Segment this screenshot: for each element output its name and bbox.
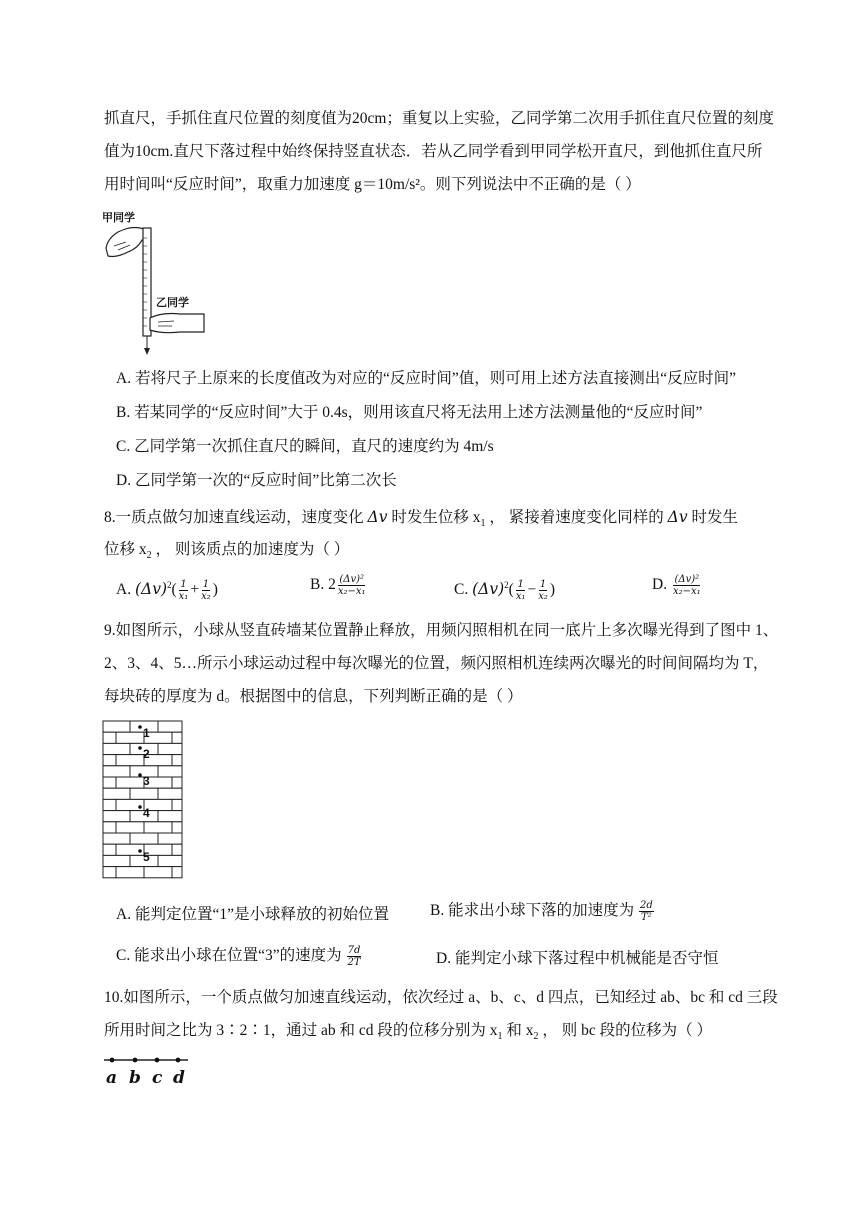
q9-option-c: C. 能求出小球在位置“3”的速度为 $\frac{7d}{2T}$ <box>116 945 361 968</box>
brick <box>103 732 116 743</box>
brick <box>172 732 182 743</box>
q8-option-d: D. $\frac{\text{(Δv)²}}{\text{x₂−x₁}}$ <box>652 574 701 597</box>
brick <box>116 822 144 833</box>
ruler-experiment-figure <box>100 208 212 358</box>
q8-stem-line-1: 8.一质点做匀加速直线运动，速度变化 Δv 时发生位移 $x_1$ ， 紧接着速度变化同样的 Δv 时发生 <box>104 508 738 530</box>
bottom-hand-icon <box>150 314 204 333</box>
brick <box>103 777 116 788</box>
figure-label-jia: 甲同学 <box>102 212 135 224</box>
brick <box>103 811 130 822</box>
ball-position-4 <box>138 805 142 809</box>
ball-position-1 <box>138 725 142 729</box>
point-d <box>176 1058 181 1063</box>
position-number-1: 1 <box>143 726 150 740</box>
position-number-4: 4 <box>143 806 150 820</box>
brick <box>158 721 182 732</box>
brick <box>103 833 130 844</box>
brick <box>103 855 130 866</box>
q7-stem-line-1: 抓直尺，手抓住直尺位置的刻度值为20cm；重复以上实验，乙同学第二次用手抓住直尺位置的刻度 <box>104 110 774 127</box>
brick <box>116 755 144 766</box>
ball-position-3 <box>138 773 142 777</box>
position-number-3: 3 <box>143 774 150 788</box>
label-c: c <box>152 1068 163 1088</box>
brick <box>158 743 182 754</box>
brick <box>103 721 130 732</box>
brick <box>158 811 182 822</box>
brick <box>172 844 182 855</box>
brick <box>116 799 144 810</box>
brick <box>158 766 182 777</box>
q7-option-a: A. 若将尺子上原来的长度值改为对应的“反应时间”值，则可用上述方法直接测出“反应时间” <box>116 370 736 387</box>
q8-option-a: A. $(\Delta v)^2$( $\frac{1}{\text{x₁}}$ + $\frac{1}{\text{x₂}}$ ) <box>116 579 218 603</box>
brick <box>144 867 172 878</box>
brick <box>172 799 182 810</box>
q8-option-c: C. $(\Delta v)^2$( $\frac{1}{\text{x₁}}$ − $\frac{1}{\text{x₂}}$ ) <box>454 579 556 603</box>
brick <box>103 822 116 833</box>
brick <box>172 867 182 878</box>
brick <box>103 788 130 799</box>
point-a <box>110 1058 115 1063</box>
brick-wall-figure <box>102 720 184 882</box>
brick <box>144 822 172 833</box>
brick <box>116 732 144 743</box>
delta-v: Δv <box>667 508 688 526</box>
q7-option-b: B. 若某同学的“反应时间”大于 0.4s，则用该直尺将无法用上述方法测量他的“反应时间” <box>116 404 703 421</box>
q9-stem-line-2: 2、3、4、5…所示小球运动过程中每次曝光的位置，频闪照相机连续两次曝光的时间间隔均为 T， <box>104 655 769 672</box>
q9-option-b: B. 能求出小球下落的加速度为 $\frac{2d}{\text{T²}}$ <box>430 900 653 923</box>
brick <box>172 777 182 788</box>
q9-stem-line-3: 每块砖的厚度为 d。根据图中的信息，下列判断正确的是（ ） <box>104 688 523 705</box>
brick <box>103 844 116 855</box>
brick <box>158 788 182 799</box>
point-c <box>155 1058 160 1063</box>
ball-position-5 <box>138 849 142 853</box>
brick <box>116 777 144 788</box>
q9-option-a: A. 能判定位置“1”是小球释放的初始位置 <box>116 906 389 923</box>
brick <box>172 822 182 833</box>
q7-stem-line-3: 用时间叫“反应时间”，取重力加速度 g＝10m/s²。则下列说法中不正确的是（ ） <box>104 176 641 193</box>
brick <box>172 755 182 766</box>
position-number-5: 5 <box>143 850 150 864</box>
q9-stem-line-1: 9.如图所示，小球从竖直砖墙某位置静止释放，用频闪照相机在同一底片上多次曝光得到了图中 1、 <box>104 622 779 639</box>
label-b: b <box>129 1068 141 1088</box>
brick <box>158 833 182 844</box>
brick <box>103 799 116 810</box>
ball-position-2 <box>138 746 142 750</box>
brick <box>116 867 144 878</box>
q7-stem-line-2: 值为10cm.直尺下落过程中始终保持竖直状态．若从乙同学看到甲同学松开直尺，到他抓住直尺所 <box>104 143 763 160</box>
brick <box>103 766 130 777</box>
brick <box>103 755 116 766</box>
brick <box>130 788 158 799</box>
delta-v: Δv <box>367 508 388 526</box>
q7-option-d: D. 乙同学第一次的“反应时间”比第二次长 <box>116 472 397 489</box>
label-d: d <box>173 1068 185 1088</box>
q9-option-d: D. 能判定小球下落过程中机械能是否守恒 <box>436 950 719 967</box>
brick <box>103 743 130 754</box>
q7-option-c: C. 乙同学第一次抓住直尺的瞬间，直尺的速度约为 4m/s <box>116 438 494 455</box>
q10-stem-line-1: 10.如图所示，一个质点做匀加速直线运动，依次经过 a、b、c、d 四点，已知经过 ab、bc 和 cd 三段 <box>104 989 778 1006</box>
label-a: a <box>106 1068 118 1088</box>
figure-label-yi: 乙同学 <box>156 297 189 309</box>
brick <box>158 855 182 866</box>
brick <box>103 867 116 878</box>
brick <box>130 833 158 844</box>
abcd-points-figure <box>102 1054 194 1088</box>
position-number-2: 2 <box>143 747 150 761</box>
q8-stem-line-2: 位移 $x_2$ ， 则该质点的加速度为（ ） <box>104 541 350 562</box>
q10-stem-line-2: 所用时间之比为 3∶2∶1，通过 ab 和 cd 段的位移分别为 $x_1$ 和 $x_2$ ， 则 bc 段的位移为（ ） <box>104 1022 713 1043</box>
point-b <box>133 1058 138 1063</box>
q8-option-b: B. 2 $\frac{\text{(Δv)²}}{\text{x₂−x₁}}$ <box>310 574 366 597</box>
